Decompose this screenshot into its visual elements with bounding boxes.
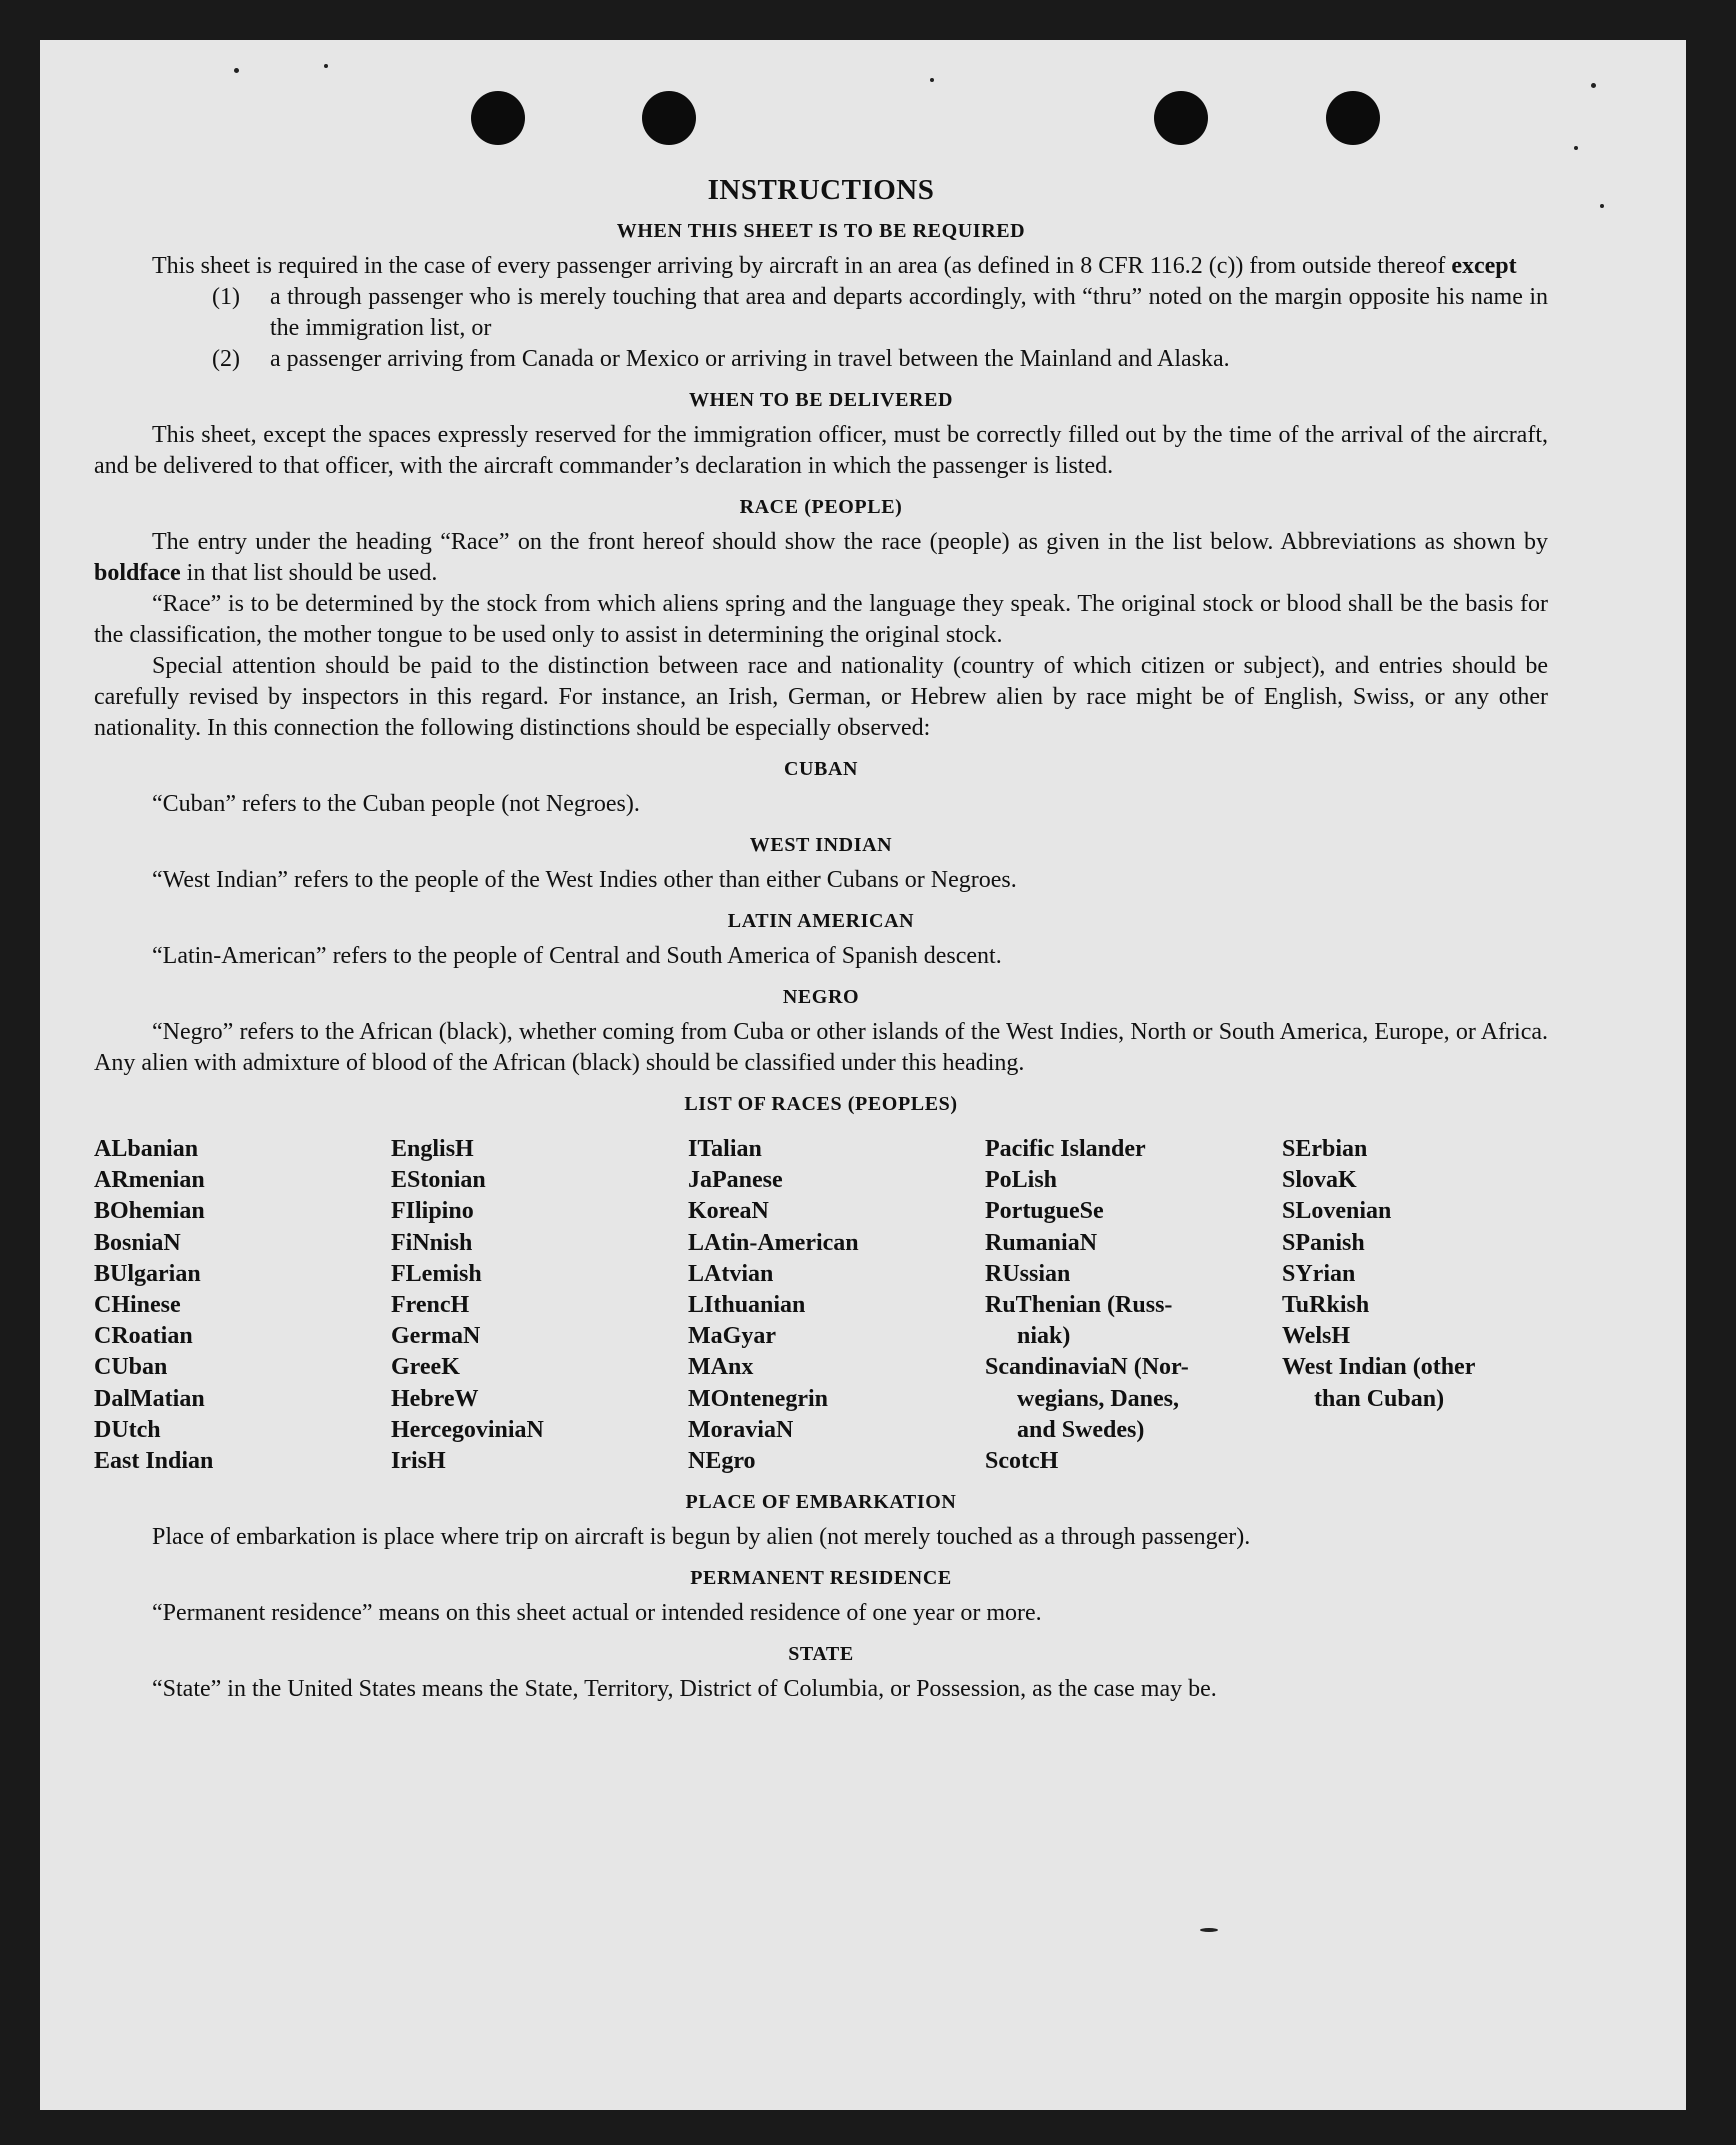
heading-permanent-residence: PERMANENT RESIDENCE bbox=[690, 1567, 952, 1590]
races-column-5 bbox=[1282, 1134, 1548, 1477]
race-item: DalMatian bbox=[94, 1385, 205, 1412]
race-item: MAnx bbox=[688, 1354, 754, 1381]
race-item: CUban bbox=[94, 1354, 168, 1381]
page-title: INSTRUCTIONS bbox=[707, 174, 935, 206]
instructions-content bbox=[94, 175, 1548, 1705]
race-item-continuation: wegians, Danes, bbox=[1017, 1385, 1180, 1412]
required-intro: This sheet is required in the case of every passenger arriving by aircraft in an area (as defined in 8 CFR 116.2 (c)) from outside thereof except bbox=[152, 253, 1517, 279]
punch-hole bbox=[642, 91, 696, 145]
race-item: SYrian bbox=[1282, 1260, 1356, 1287]
punch-hole bbox=[1326, 91, 1380, 145]
latin-american-text: “Latin-American” refers to the people of Central and South America of Spanish descent. bbox=[152, 943, 1002, 969]
races-list bbox=[94, 1134, 1548, 1477]
race-item: RuThenian (Russ- bbox=[985, 1292, 1173, 1319]
race-item: LAtvian bbox=[688, 1260, 774, 1287]
residence-text: “Permanent residence” means on this sheet actual or intended residence of one year or more. bbox=[152, 1600, 1042, 1627]
speck bbox=[930, 78, 934, 82]
exception-item: (1) a through passenger who is merely touching that area and departs accordingly, with “thru” noted on the margin opposite his name in the immigration list, or bbox=[212, 284, 1548, 341]
race-item: BOhemian bbox=[94, 1198, 205, 1225]
speck bbox=[1600, 204, 1604, 208]
delivered-text: This sheet, except the spaces expressly reserved for the immigration officer, must be correctly filled out by the time of the arrival of the aircraft, and be delivered to that officer, with the aircraft commander’s declaration in which the passenger is listed. bbox=[94, 422, 1548, 479]
heading-negro: NEGRO bbox=[782, 986, 860, 1008]
race-item: West Indian (other bbox=[1282, 1354, 1476, 1381]
heading-latin-american: LATIN AMERICAN bbox=[727, 910, 915, 932]
race-item: MOntenegrin bbox=[688, 1385, 828, 1412]
race-item-continuation: and Swedes) bbox=[1017, 1416, 1145, 1443]
speck bbox=[1200, 1928, 1218, 1932]
race-item: PoLish bbox=[985, 1167, 1058, 1194]
exception-item: (2) a passenger arriving from Canada or Mexico or arriving in travel between the Mainland and Alaska. bbox=[212, 346, 1230, 372]
cuban-text: “Cuban” refers to the Cuban people (not Negroes). bbox=[152, 791, 640, 817]
race-item: BosniaN bbox=[94, 1229, 181, 1256]
heading-state: STATE bbox=[788, 1643, 854, 1666]
speck bbox=[324, 64, 328, 68]
race-item: IrisH bbox=[391, 1448, 446, 1475]
race-item: JaPanese bbox=[688, 1167, 783, 1194]
race-item: SPanish bbox=[1282, 1229, 1365, 1256]
race-item-continuation: niak) bbox=[1017, 1323, 1071, 1350]
race-item: EStonian bbox=[391, 1167, 486, 1194]
race-item: ALbanian bbox=[94, 1136, 199, 1162]
race-item: SLovenian bbox=[1282, 1198, 1392, 1225]
race-item: CHinese bbox=[94, 1292, 181, 1319]
race-item: LAtin-American bbox=[688, 1229, 859, 1256]
west-indian-text: “West Indian” refers to the people of the West Indies other than either Cubans or Negroes. bbox=[152, 867, 1017, 893]
race-item: GreeK bbox=[391, 1354, 460, 1381]
race-item: FIlipino bbox=[391, 1198, 474, 1225]
document-sheet bbox=[40, 40, 1686, 2110]
state-text: “State” in the United States means the State, Territory, District of Columbia, or Possession, as the case may be. bbox=[152, 1676, 1217, 1703]
races-column-1 bbox=[94, 1134, 391, 1477]
race-item: ScotcH bbox=[985, 1448, 1059, 1475]
speck bbox=[234, 68, 239, 73]
speck bbox=[1591, 83, 1596, 88]
race-item: KoreaN bbox=[688, 1198, 769, 1225]
race-item: Pacific Islander bbox=[985, 1136, 1146, 1162]
race-item: BUlgarian bbox=[94, 1260, 201, 1287]
speck bbox=[1574, 146, 1578, 150]
punch-hole bbox=[1154, 91, 1208, 145]
heading-west-indian: WEST INDIAN bbox=[749, 834, 893, 856]
race-item: ARmenian bbox=[94, 1167, 205, 1194]
race-paragraph-3: Special attention should be paid to the distinction between race and nationality (country of which citizen or subject), and entries should be carefully revised by inspectors in this regard. For instance, an Irish, German, or Hebrew alien by race might be of English, Swiss, or any other nationality. In this connection the following distinctions should be especially observed: bbox=[94, 653, 1548, 741]
race-item-continuation: than Cuban) bbox=[1314, 1385, 1445, 1412]
race-item: HebreW bbox=[391, 1385, 479, 1412]
embarkation-text: Place of embarkation is place where trip on aircraft is begun by alien (not merely touched as a through passenger). bbox=[152, 1524, 1251, 1551]
race-item: ITalian bbox=[688, 1136, 762, 1162]
race-item: FiNnish bbox=[391, 1229, 473, 1256]
race-item: WelsH bbox=[1282, 1323, 1351, 1350]
heading-when-delivered: WHEN TO BE DELIVERED bbox=[688, 389, 954, 411]
race-item: NEgro bbox=[688, 1448, 756, 1475]
races-column-4 bbox=[985, 1134, 1282, 1477]
heading-place-of-embarkation: PLACE OF EMBARKATION bbox=[685, 1491, 957, 1514]
race-item: DUtch bbox=[94, 1416, 161, 1443]
race-item: PortugueSe bbox=[985, 1198, 1104, 1225]
heading-list-of-races: LIST OF RACES (PEOPLES) bbox=[684, 1093, 958, 1115]
race-item: CRoatian bbox=[94, 1323, 193, 1350]
race-item: SErbian bbox=[1282, 1136, 1368, 1162]
race-item: MoraviaN bbox=[688, 1416, 794, 1443]
race-item: SlovaK bbox=[1282, 1167, 1357, 1194]
heading-when-required: WHEN THIS SHEET IS TO BE REQUIRED bbox=[616, 220, 1026, 242]
race-item: FLemish bbox=[391, 1260, 482, 1287]
race-paragraph-2: “Race” is to be determined by the stock from which aliens spring and the language they speak. The original stock or blood shall be the basis for the classification, the mother tongue to be used only to assist in determining the original stock. bbox=[94, 591, 1548, 648]
race-item: RumaniaN bbox=[985, 1229, 1098, 1256]
race-item: RUssian bbox=[985, 1260, 1071, 1287]
heading-race: RACE (PEOPLE) bbox=[739, 496, 903, 518]
races-column-2 bbox=[391, 1134, 688, 1477]
race-item: TuRkish bbox=[1282, 1292, 1370, 1319]
race-item: EnglisH bbox=[391, 1136, 474, 1162]
race-item: East Indian bbox=[94, 1448, 214, 1475]
race-item: HercegoviniaN bbox=[391, 1416, 544, 1443]
race-item: GermaN bbox=[391, 1323, 481, 1350]
negro-text: “Negro” refers to the African (black), whether coming from Cuba or other islands of the West Indies, North or South America, Europe, or Africa. Any alien with admixture of blood of the African (black) should be classified under this heading. bbox=[94, 1019, 1548, 1076]
heading-cuban: CUBAN bbox=[783, 758, 859, 780]
race-paragraph-1: The entry under the heading “Race” on the front hereof should show the race (people) as given in the list below. Abbreviations as shown by boldface in that list should be used. bbox=[94, 529, 1548, 586]
races-column-3 bbox=[688, 1134, 985, 1477]
race-item: ScandinaviaN (Nor- bbox=[985, 1354, 1189, 1381]
race-item: MaGyar bbox=[688, 1323, 776, 1350]
race-item: LIthuanian bbox=[688, 1292, 806, 1319]
race-item: FrencH bbox=[391, 1292, 470, 1319]
punch-hole bbox=[471, 91, 525, 145]
